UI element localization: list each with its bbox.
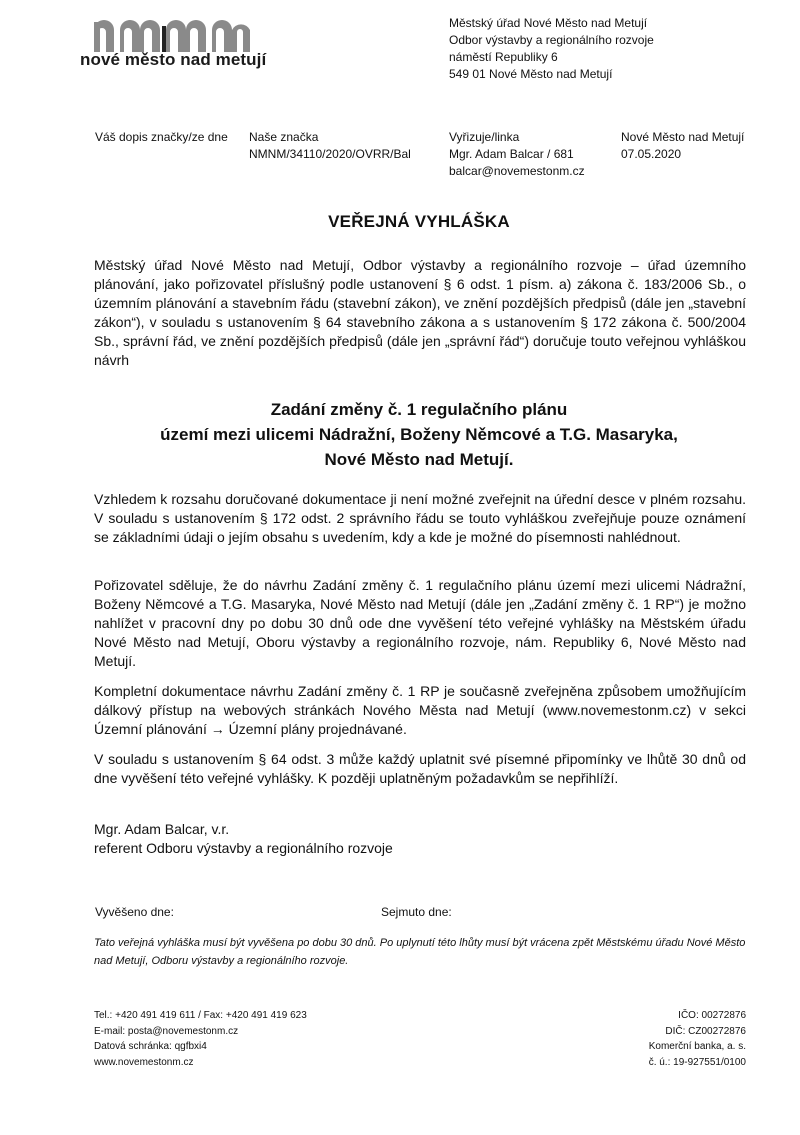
office-line: náměstí Republiky 6	[449, 50, 558, 64]
removed-label: Sejmuto dne:	[381, 905, 452, 919]
body-paragraph: V souladu s ustanovením § 64 odst. 3 může každý uplatnit své písemné připomínky ve lhůtě 30 dnů od dne vyvěšení této veřejné vyhlášky. K později uplatněným požadavkům se nepřihlíží.	[94, 751, 746, 786]
subject-line: území mezi ulicemi Nádražní, Boženy Němcové a T.G. Masaryka,	[160, 425, 678, 444]
posted-label: Vyvěšeno dne:	[95, 905, 174, 919]
office-line: Odbor výstavby a regionálního rozvoje	[449, 33, 654, 47]
nmnm-logo-icon	[80, 20, 250, 52]
subject-heading	[0, 397, 800, 472]
subject-line: Zadání změny č. 1 regulačního plánu	[270, 400, 568, 419]
footer-contacts	[94, 1008, 307, 1070]
our-ref-label: Naše značka	[249, 130, 319, 144]
place-label: Nové Město nad Metují	[621, 130, 745, 144]
signature-role: referent Odboru výstavby a regionálního rozvoje	[94, 840, 393, 856]
logo-text: nové město nad metují	[80, 50, 267, 69]
handler-label: Vyřizuje/linka	[449, 130, 520, 144]
office-address	[449, 15, 654, 83]
office-line: 549 01 Nové Město nad Metují	[449, 67, 613, 81]
footer-bank: Komerční banka, a. s.	[648, 1041, 746, 1052]
footer-ico: IČO: 00272876	[678, 1010, 746, 1021]
intro-paragraph: Městský úřad Nové Město nad Metují, Odbor výstavby a regionálního rozvoje – úřad územního plánování, jako pořizovatel příslušný podle ustanovení § 6 odst. 1 písm. a) zákona č. 183/2006 Sb., o územním plánování a stavebním řádu (stavební zákon), ve znění pozdějších předpisů (dále jen „stavební zákon“), v souladu s ustanovením § 64 stavebního zákona a s ustanovením § 172 zákona č. 500/2004 Sb., správní řád, ve znění pozdějších předpisů (dále jen „správní řád“) doručuje touto veřejnou vyhláškou návrh	[94, 257, 746, 368]
signature-block	[94, 820, 393, 858]
city-logo	[80, 20, 290, 70]
date-column	[621, 129, 744, 163]
body-paragraph: Vzhledem k rozsahu doručované dokumentace ji není možné zveřejnit na úřední desce v plném rozsahu. V souladu s ustanovením § 172 odst. 2 správního řádu se touto vyhláškou zveřejňuje pouze oznámení se základními údaji o jejím obsahu s uvedením, kdy a kde je možné do písemnosti nahlédnout.	[94, 491, 746, 545]
our-ref-column	[249, 129, 411, 163]
footer-databox: Datová schránka: qgfbxi4	[94, 1041, 207, 1052]
handler-value: Mgr. Adam Balcar / 681	[449, 147, 574, 161]
body-paragraph: Pořizovatel sděluje, že do návrhu Zadání změny č. 1 regulačního plánu území mezi ulicemi Nádražní, Boženy Němcové a T.G. Masaryka, Nové Město nad Metují (dále jen „Zadání změny č. 1 RP“) je možno nahlížet v pracovní dny po dobu 30 dnů ode dne vyvěšení této veřejné vyhlášky na Městském úřadu Nové Město nad Metují, Oboru výstavby a regionálního rozvoje, nám. Republiky 6, Nové Město nad Metují.	[94, 577, 746, 669]
footer-email: E-mail: posta@novemestonm.cz	[94, 1025, 239, 1037]
office-line: Městský úřad Nové Město nad Metují	[449, 16, 648, 30]
body-paragraph: Kompletní dokumentace návrhu Zadání změny č. 1 RP je současně zveřejněna způsobem umožňujícím dálkový přístup na webových stránkách Nového Města nad Metují (www.novemestonm.cz) v sekci Územní plánování → Územní plány projednávané.	[94, 683, 746, 737]
footer-website: www.novemestonm.cz	[94, 1056, 194, 1068]
document-title: VEŘEJNÁ VYHLÁŠKA	[328, 212, 510, 231]
handler-column	[449, 129, 585, 180]
posting-note: Tato veřejná vyhláška musí být vyvěšena po dobu 30 dnů. Po uplynutí této lhůty musí být vrácena zpět Městskému úřadu Nové Město nad Metují, Odboru výstavby a regionálního rozvoje.	[94, 937, 746, 967]
footer-dic: DIČ: CZ00272876	[665, 1025, 746, 1037]
your-letter-column	[95, 129, 228, 146]
footer-account: č. ú.: 19-927551/0100	[648, 1056, 746, 1068]
footer-company	[649, 1008, 746, 1070]
date-value: 07.05.2020	[621, 147, 682, 161]
subject-line: Nové Město nad Metují.	[324, 450, 514, 469]
our-ref-value: NMNM/34110/2020/OVRR/Bal	[249, 147, 411, 161]
your-letter-label: Váš dopis značky/ze dne	[95, 130, 228, 144]
footer-phone: Tel.: +420 491 419 611 / Fax: +420 491 419 623	[94, 1010, 307, 1021]
handler-email: balcar@novemestonm.cz	[449, 164, 585, 178]
signature-name: Mgr. Adam Balcar, v.r.	[94, 821, 230, 837]
